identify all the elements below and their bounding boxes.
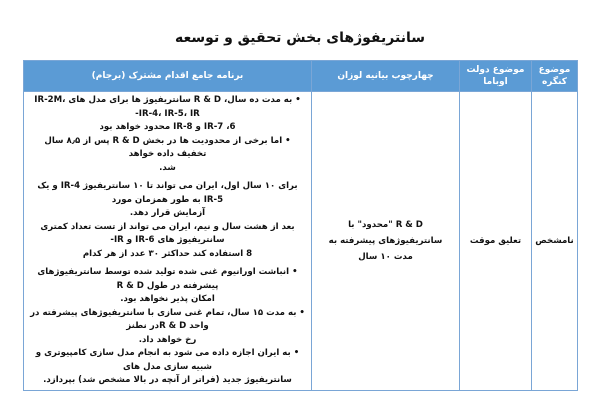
jcpoa-line: برای ۱۰ سال اول، ایران می تواند تا ۱۰ سانتریفیوژ IR-4 و یک IR-5 به طور همزمان مورد: [37, 181, 298, 205]
cell-subject: نامشخص: [532, 92, 578, 391]
cell-lausanne: R & D "محدود" با سانتریفیوژهای پیشرفته به مدت ۱۰ سال: [312, 92, 460, 391]
table-header-row: [24, 61, 578, 92]
jcpoa-line: آزمایش قرار دهد.: [129, 208, 206, 218]
header-subject: موضوع کنگره: [532, 61, 578, 92]
header-obama: موضوع دولت اوباما: [460, 61, 532, 92]
table-row: [24, 92, 578, 391]
jcpoa-line: 6، IR-7 و IR-8 محدود خواهد بود: [99, 122, 236, 132]
jcpoa-line: • به مدت ده سال، R & D سانتریفیوژ ها برای مدل های IR-2M، IR-4، IR-5، IR-: [34, 95, 301, 119]
header-jcpoa: برنامه جامع اقدام مشترک (برجام): [24, 61, 312, 92]
jcpoa-line: بعد از هشت سال و نیم، ایران می تواند از تست تعداد کمتری سانتریفیوژ های IR-6 و IR-: [40, 221, 295, 245]
page-title: سانتریفوژهای بخش تحقیق و توسعه: [175, 30, 425, 46]
jcpoa-line: سانتریفیوژ جدید (فراتر از آنچه در بالا مشخص شد) بپردازد.: [43, 375, 292, 385]
cell-jcpoa: [24, 92, 312, 391]
cell-obama: تعلیق موقت: [460, 92, 532, 391]
jcpoa-line: امکان پذیر نخواهد بود.: [120, 294, 215, 304]
comparison-table: [23, 60, 578, 391]
jcpoa-line: • انباشت اورانیوم غنی شده تولید شده توسط سانتریفیوژهای پیشرفته در طول R & D: [37, 267, 298, 291]
jcpoa-line: • به مدت ۱۵ سال، تمام غنی سازی با سانتریفیوژهای پیشرفته در واحد R & Dدر نطنز: [30, 307, 305, 331]
jcpoa-line: 8 استفاده کند حداکثر ۳۰ عدد از هر کدام: [82, 248, 253, 259]
header-lausanne: چهارچوب بیانیه لوزان: [312, 61, 460, 92]
jcpoa-line: شد.: [159, 162, 176, 173]
jcpoa-line: • اما برخی از محدودیت ها در بخش R & D پس از ۸٫۵ سال تخفیف داده خواهد: [44, 135, 291, 159]
jcpoa-line: • به ایران اجازه داده می شود به انجام مدل سازی کامپیوتری و شبیه سازی مدل های: [35, 348, 300, 372]
jcpoa-line: رخ خواهد داد.: [138, 334, 197, 345]
